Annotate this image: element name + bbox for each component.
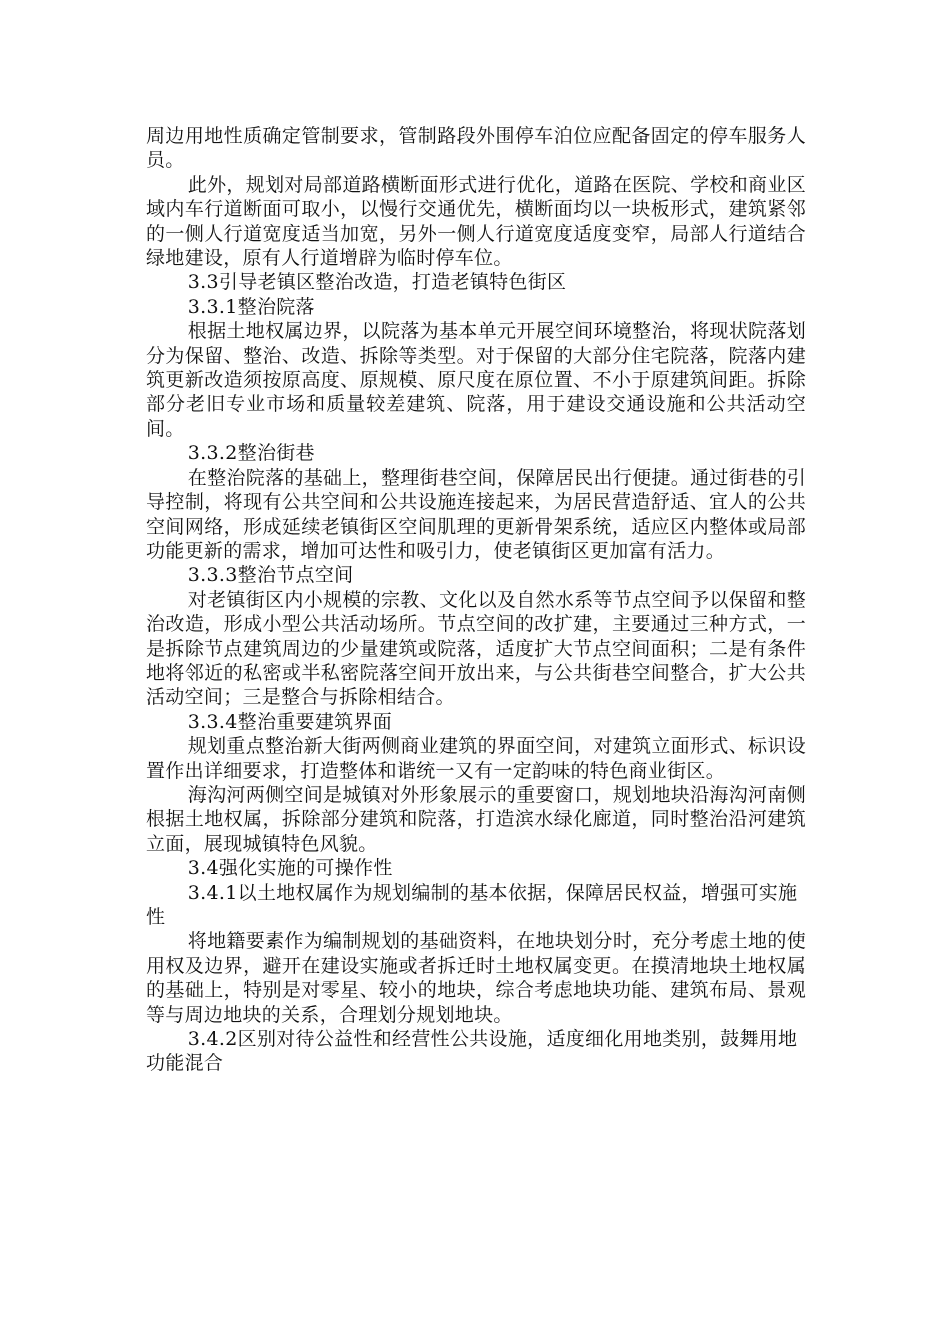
- subsection-heading-3-3-3: 3.3.3整治节点空间: [187, 564, 354, 587]
- paragraph-land-ownership: 将地籍要素作为编制规划的基础资料，在地块划分时，充分考虑土地的使用权及边界，避开在建设实施或者拆迁时土地权属变更。在摸清地块土地权属的基础上，特别是对零星、较小的地块，综合考虑地块功能、建筑布局、景观等与周边地块的关系，合理划分规划地块。: [146, 930, 806, 1026]
- section-heading-3-4: 3.4强化实施的可操作性: [187, 857, 393, 880]
- subsection-heading-3-4-1: 3.4.1以土地权属作为规划编制的基本依据，保障居民权益，增强可实施性: [146, 881, 798, 928]
- section-heading-3-3: 3.3引导老镇区整治改造，打造老镇特色街区: [187, 271, 567, 294]
- subsection-heading-3-3-1: 3.3.1整治院落: [187, 295, 315, 318]
- paragraph-road-cross-section: 此外，规划对局部道路横断面形式进行优化，道路在医院、学校和商业区域内车行道断面可取小，以慢行交通优先，横断面均以一块板形式，建筑紧邻的一侧人行道宽度适当加宽，另外一侧人行道宽度适度变窄，局部人行道结合绿地建设，原有人行道增辟为临时停车位。: [146, 173, 806, 270]
- paragraph-building-facade: 规划重点整治新大街两侧商业建筑的界面空间，对建筑立面形式、标识设置作出详细要求，打造整体和谐统一又有一定韵味的特色商业街区。: [146, 735, 806, 782]
- paragraph-node-space: 对老镇街区内小规模的宗教、文化以及自然水系等节点空间予以保留和整治改造，形成小型公共活动场所。节点空间的改扩建，主要通过三种方式，一是拆除节点建筑周边的少量建筑或院落，适度扩大节点空间面积；二是有条件地将邻近的私密或半私密院落空间开放出来，与公共街巷空间整合，扩大公共活动空间；三是整合与拆除相结合。: [146, 588, 806, 709]
- paragraph-courtyard-renovation: 根据土地权属边界，以院落为基本单元开展空间环境整治，将现状院落划分为保留、整治、改造、拆除等类型。对于保留的大部分住宅院落，院落内建筑更新改造须按原高度、原规模、原尺度在原位置、不小于原建筑间距。拆除部分老旧专业市场和质量较差建筑、院落，用于建设交通设施和公共活动空间。: [146, 320, 806, 440]
- paragraph-parking-management: 周边用地性质确定管制要求，管制路段外围停车泊位应配备固定的停车服务人员。: [146, 125, 806, 172]
- subsection-heading-3-3-2: 3.3.2整治街巷: [187, 442, 315, 465]
- paragraph-riverside-space: 海沟河两侧空间是城镇对外形象展示的重要窗口，规划地块沿海沟河南侧根据土地权属，拆除部分建筑和院落，打造滨水绿化廊道，同时整治沿河建筑立面，展现城镇特色风貌。: [146, 783, 806, 855]
- subsection-heading-3-3-4: 3.3.4整治重要建筑界面: [187, 710, 393, 733]
- document-body: [146, 124, 806, 1076]
- paragraph-street-renovation: 在整治院落的基础上，整理街巷空间，保障居民出行便捷。通过街巷的引导控制，将现有公共空间和公共设施连接起来，为居民营造舒适、宜人的公共空间网络，形成延续老镇街区空间肌理的更新骨架系统，适应区内整体或局部功能更新的需求，增加可达性和吸引力，使老镇街区更加富有活力。: [146, 466, 806, 562]
- subsection-heading-3-4-2: 3.4.2区别对待公益性和经营性公共设施，适度细化用地类别，鼓舞用地功能混合: [146, 1028, 798, 1075]
